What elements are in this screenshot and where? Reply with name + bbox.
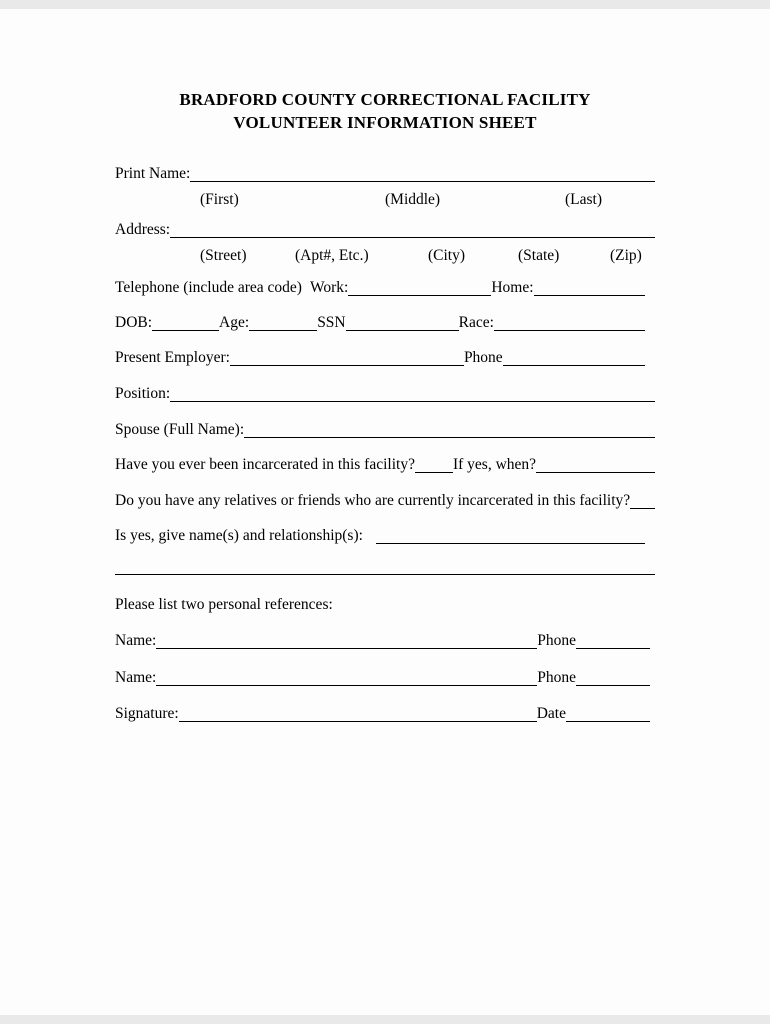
race-line[interactable] [494,316,645,331]
date-line[interactable] [566,707,650,722]
position-label: Position: [115,385,171,402]
ssn-line[interactable] [346,316,459,331]
employer-row [115,348,655,368]
incarcerated-row [115,455,655,475]
relationships-continuation-row [115,560,655,577]
reference-2-phone-label: Phone [537,669,576,686]
reference-2-row [115,668,655,688]
print-name-row [115,164,655,184]
home-phone-line[interactable] [534,281,645,296]
apt-sublabel: (Apt#, Etc.) [295,247,369,264]
reference-1-row [115,631,655,651]
employer-line[interactable] [230,351,464,366]
references-heading: Please list two personal references: [115,596,333,613]
form-content [115,0,655,724]
print-name-line[interactable] [190,167,655,182]
first-sublabel: (First) [200,191,239,208]
reference-2-name-line[interactable] [156,671,537,686]
last-sublabel: (Last) [565,191,603,208]
relatives-question: Do you have any relatives or friends who are currently incarcerated in this facility? [115,492,631,509]
state-sublabel: (State) [518,247,560,264]
print-name-label: Print Name: [115,165,191,182]
incarcerated-question: Have you ever been incarcerated in this facility? [115,456,415,473]
reference-1-phone-label: Phone [537,632,576,649]
signature-label: Signature: [115,705,179,722]
name-sublabels-row [115,190,655,210]
reference-1-phone-line[interactable] [576,634,650,649]
age-line[interactable] [249,316,317,331]
form-title-line1: BRADFORD COUNTY CORRECTIONAL FACILITY [179,90,591,109]
middle-sublabel: (Middle) [385,191,441,208]
ssn-label: SSN [317,314,346,331]
form-title-line2: VOLUNTEER INFORMATION SHEET [233,113,537,132]
spouse-line[interactable] [244,423,655,438]
work-label: Work: [309,279,349,296]
references-heading-row [115,595,655,615]
spouse-row [115,420,655,440]
telephone-row [115,278,655,298]
position-line[interactable] [170,387,655,402]
address-label: Address: [115,221,171,238]
race-label: Race: [458,314,494,331]
incarcerated-answer-line[interactable] [415,458,453,473]
reference-1-name-label: Name: [115,632,157,649]
reference-1-name-line[interactable] [156,634,537,649]
employer-phone-line[interactable] [503,351,645,366]
address-row [115,220,655,240]
relationships-row [115,526,655,546]
employer-phone-label: Phone [463,349,503,366]
telephone-label: Telephone (include area code) [115,279,302,296]
employer-label: Present Employer: [115,349,230,366]
dob-label: DOB: [115,314,153,331]
if-yes-when-label: If yes, when? [452,456,537,473]
if-yes-when-line[interactable] [536,458,655,473]
relatives-answer-line[interactable] [630,494,655,509]
relationships-line[interactable] [376,529,645,544]
zip-sublabel: (Zip) [610,247,642,264]
relationships-label: Is yes, give name(s) and relationship(s): [115,527,363,544]
street-sublabel: (Street) [200,247,247,264]
signature-row [115,704,655,724]
age-label: Age: [219,314,250,331]
spouse-label: Spouse (Full Name): [115,421,245,438]
signature-line[interactable] [179,707,537,722]
date-label: Date [536,705,566,722]
relationships-continuation-line[interactable] [115,560,655,575]
page-edge-bottom [0,1015,770,1024]
form-title [115,88,655,134]
relatives-row [115,491,655,511]
address-sublabels-row [115,246,655,266]
demographics-row [115,313,655,333]
position-row [115,384,655,404]
city-sublabel: (City) [428,247,466,264]
dob-line[interactable] [152,316,219,331]
address-line[interactable] [170,223,655,238]
home-label: Home: [491,279,534,296]
reference-2-name-label: Name: [115,669,157,686]
reference-2-phone-line[interactable] [576,671,650,686]
work-phone-line[interactable] [348,281,491,296]
